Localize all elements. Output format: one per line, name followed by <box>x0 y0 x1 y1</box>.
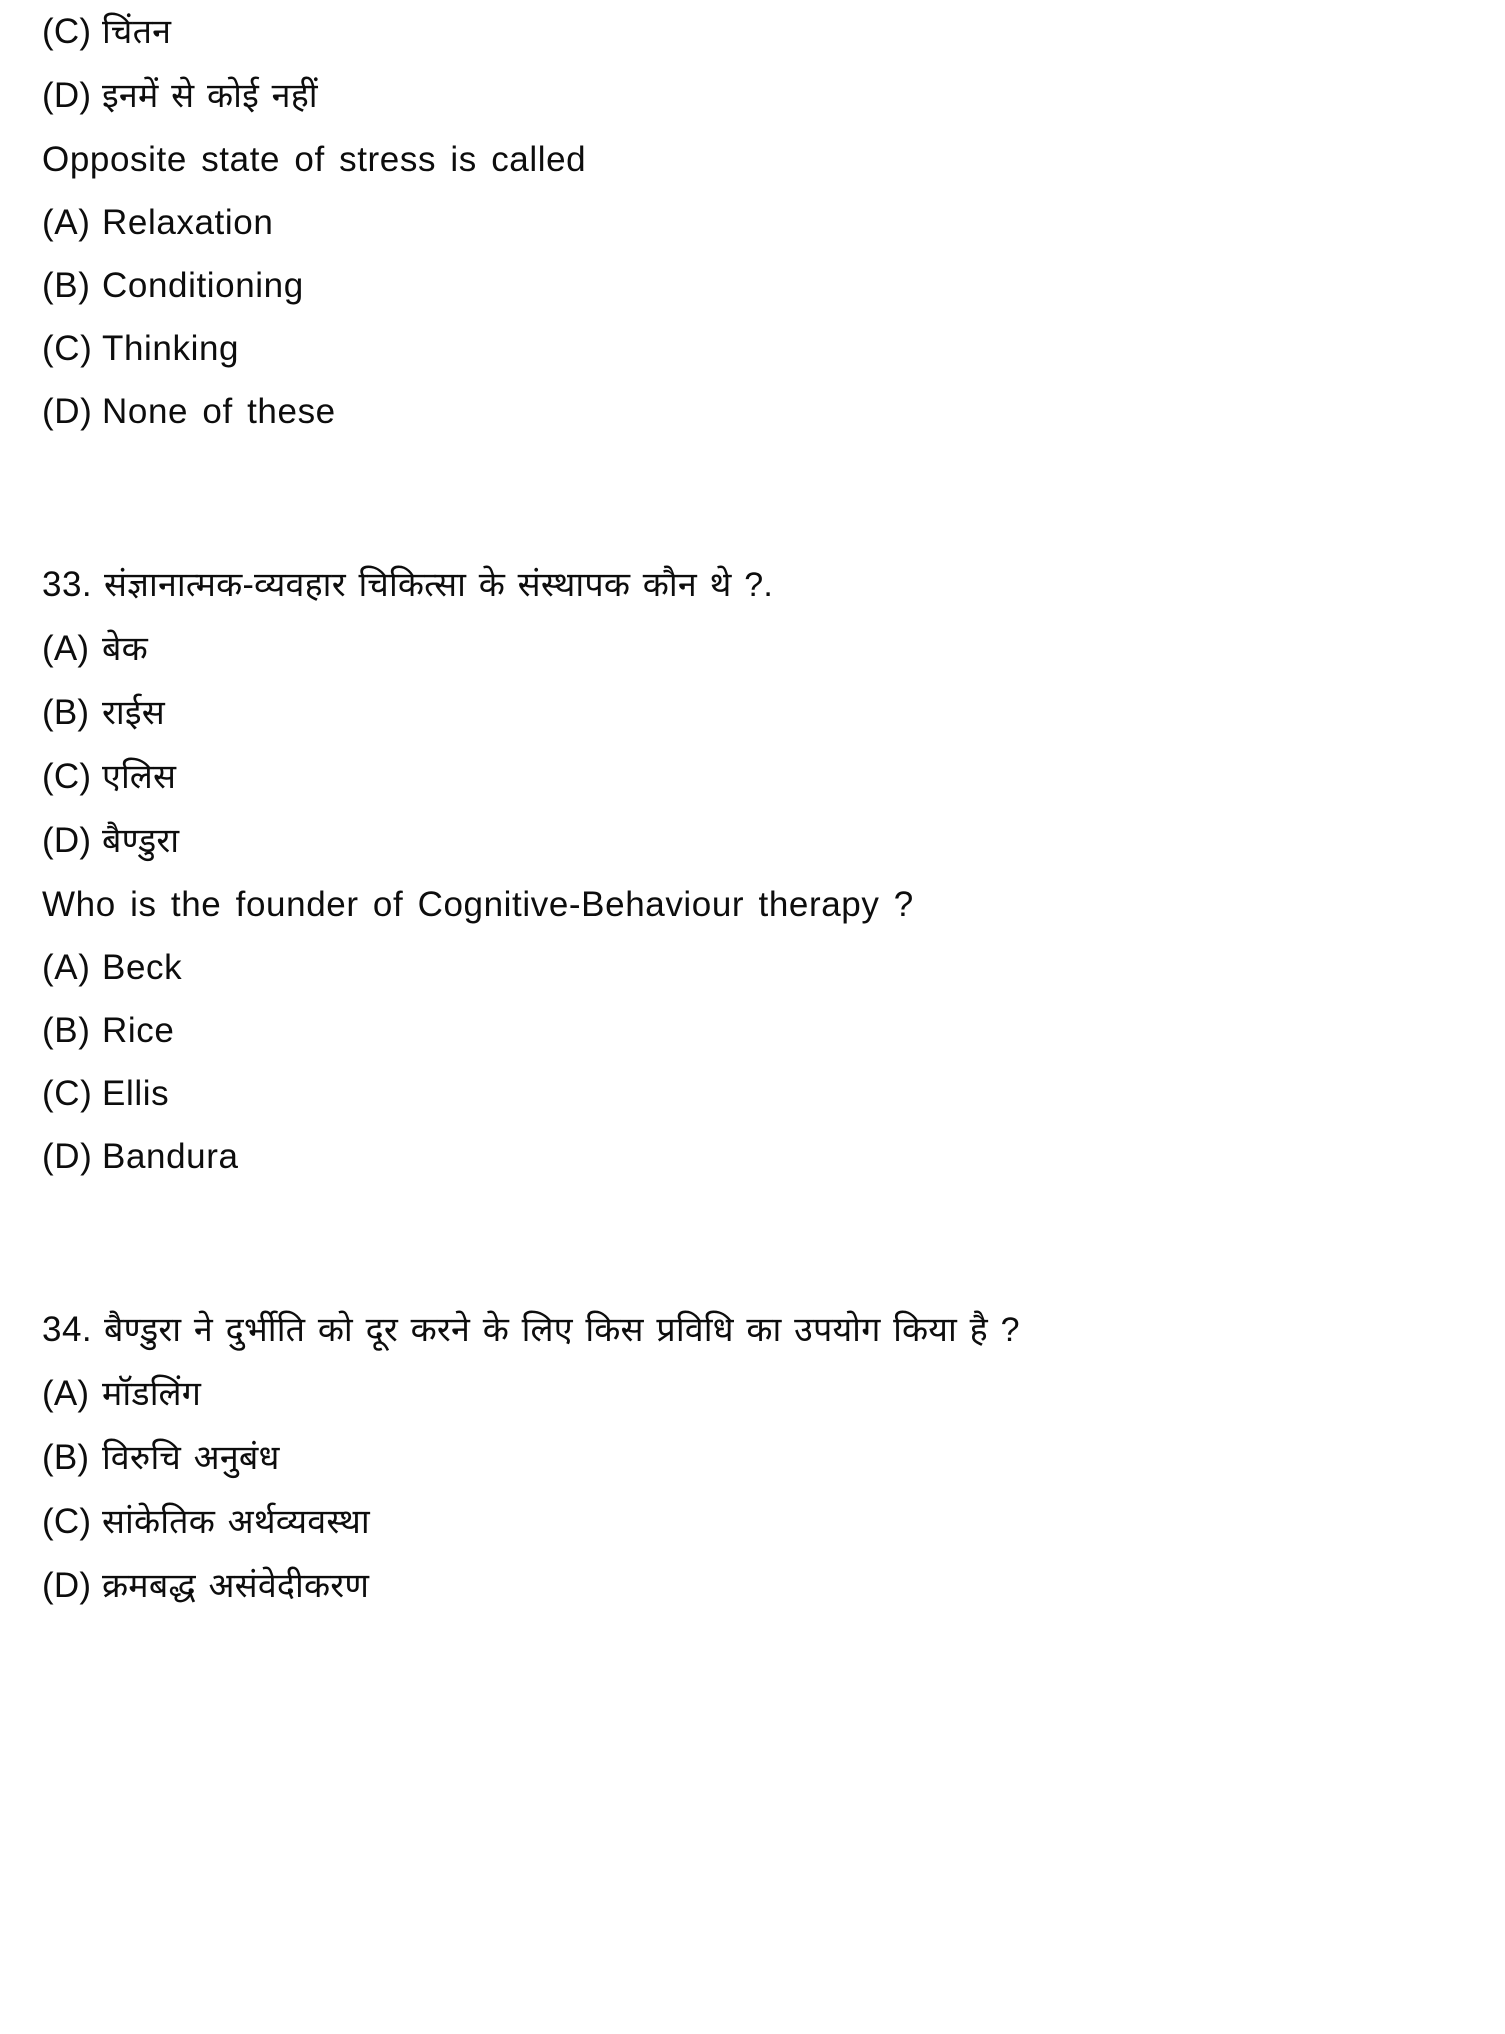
option-row[interactable] <box>42 745 1453 809</box>
option-row[interactable] <box>42 1490 1453 1554</box>
option-label: (D) <box>42 392 93 431</box>
option-text: मॉडलिंग <box>102 1375 202 1413</box>
option-text: Ellis <box>102 1074 170 1113</box>
option-row[interactable] <box>42 999 1453 1062</box>
option-text: सांकेतिक अर्थव्यवस्था <box>102 1503 370 1541</box>
question-number: 33. <box>42 565 93 604</box>
question-block <box>42 1298 1453 1618</box>
option-text: एलिस <box>102 758 177 796</box>
option-text: Bandura <box>102 1137 239 1176</box>
option-label: (A) <box>42 203 91 242</box>
option-text: Thinking <box>102 329 240 368</box>
option-row[interactable] <box>42 191 1453 254</box>
option-row[interactable] <box>42 617 1453 681</box>
option-text: Beck <box>102 948 183 987</box>
option-text: बैण्डुरा <box>102 822 180 860</box>
option-row[interactable] <box>42 681 1453 745</box>
option-label: (C) <box>42 12 92 51</box>
option-text: चिंतन <box>102 13 172 51</box>
question-text: बैण्डुरा ने दुर्भीति को दूर करने के लिए किस प्रविधि का उपयोग किया है ? <box>104 1311 1020 1349</box>
option-label: (A) <box>42 948 91 987</box>
question-text: Opposite state of stress is called <box>42 140 587 179</box>
option-row[interactable] <box>42 1362 1453 1426</box>
option-row[interactable] <box>42 1554 1453 1618</box>
question-stem-translation-row <box>42 873 1453 936</box>
option-row[interactable] <box>42 380 1453 443</box>
question-paper-content <box>42 0 1453 1618</box>
question-stem-translation-row <box>42 128 1453 191</box>
option-row[interactable] <box>42 64 1453 128</box>
block-separator <box>42 1188 1453 1256</box>
option-label: (C) <box>42 329 93 368</box>
question-number: 34. <box>42 1310 93 1349</box>
option-row[interactable] <box>42 1426 1453 1490</box>
option-row[interactable] <box>42 936 1453 999</box>
option-row[interactable] <box>42 254 1453 317</box>
option-row[interactable] <box>42 809 1453 873</box>
option-row[interactable] <box>42 1062 1453 1125</box>
option-label: (B) <box>42 693 90 732</box>
option-label: (A) <box>42 629 90 668</box>
option-text: बेक <box>102 630 148 668</box>
option-label: (D) <box>42 1566 92 1605</box>
option-label: (D) <box>42 1137 93 1176</box>
option-label: (D) <box>42 821 92 860</box>
option-text: इनमें से कोई नहीं <box>102 77 318 115</box>
option-row[interactable] <box>42 0 1453 64</box>
option-label: (B) <box>42 1438 90 1477</box>
option-text: Relaxation <box>102 203 274 242</box>
option-label: (B) <box>42 1011 91 1050</box>
option-row[interactable] <box>42 317 1453 380</box>
question-stem-row <box>42 553 1453 617</box>
option-label: (C) <box>42 1502 92 1541</box>
option-text: Rice <box>102 1011 175 1050</box>
question-text: संज्ञानात्मक-व्यवहार चिकित्सा के संस्थापक कौन थे ?. <box>104 566 773 604</box>
option-label: (C) <box>42 757 92 796</box>
continued-question-block <box>42 0 1453 443</box>
option-text: Conditioning <box>102 266 304 305</box>
question-block <box>42 553 1453 1188</box>
question-stem-row <box>42 1298 1453 1362</box>
option-text: राईस <box>102 694 165 732</box>
option-text: क्रमबद्ध असंवेदीकरण <box>102 1567 370 1605</box>
option-label: (B) <box>42 266 91 305</box>
question-text: Who is the founder of Cognitive-Behaviour therapy ? <box>42 885 914 924</box>
option-text: विरुचि अनुबंध <box>102 1439 280 1477</box>
block-separator <box>42 443 1453 511</box>
option-label: (C) <box>42 1074 93 1113</box>
option-text: None of these <box>102 392 336 431</box>
option-label: (A) <box>42 1374 90 1413</box>
option-label: (D) <box>42 76 92 115</box>
option-row[interactable] <box>42 1125 1453 1188</box>
